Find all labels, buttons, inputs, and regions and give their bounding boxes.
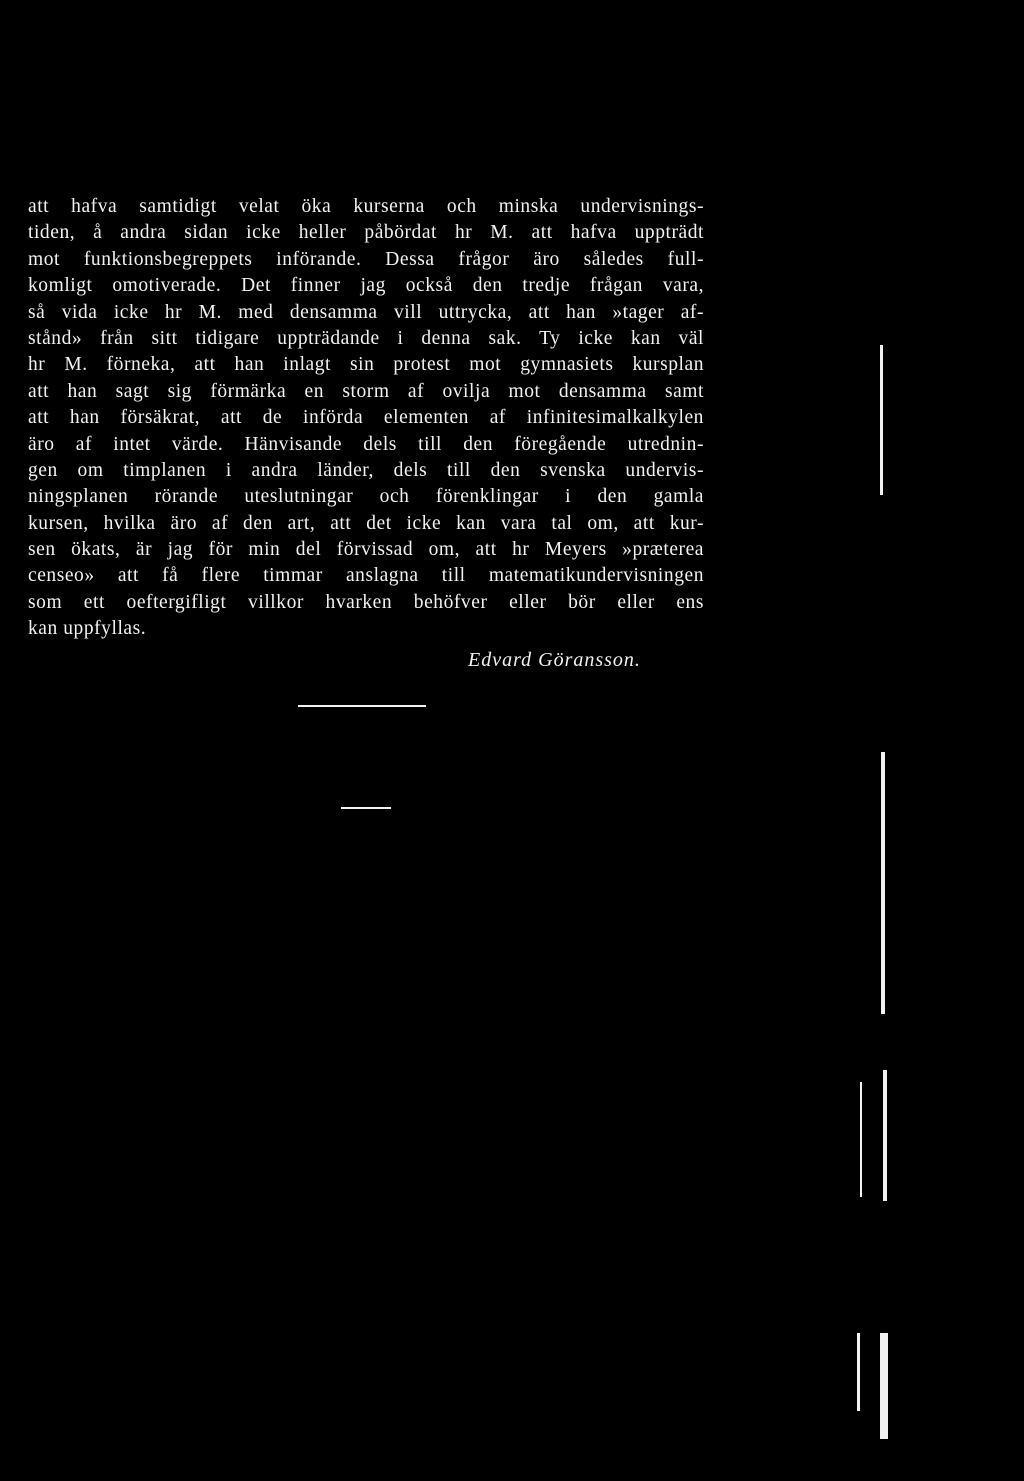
section-divider xyxy=(298,705,426,707)
text-line: äro af intet värde. Hänvisande dels till den föregående utrednin- xyxy=(28,433,704,455)
scan-margin-bar xyxy=(880,345,883,495)
body-text xyxy=(28,194,704,643)
text-line: ningsplanen rörande uteslutningar och förenklingar i den gamla xyxy=(28,486,704,508)
scan-margin-bar xyxy=(881,752,885,1014)
scan-margin-bar xyxy=(883,1070,887,1201)
text-line: att han sagt sig förmärka en storm af ovilja mot densamma samt xyxy=(28,380,704,402)
text-line: gen om timplanen i andra länder, dels till den svenska undervis- xyxy=(28,459,704,481)
text-line: att han försäkrat, att de införda elementen af infinitesimalkalkylen xyxy=(28,407,704,429)
text-line: stånd» från sitt tidigare uppträdande i denna sak. Ty icke kan väl xyxy=(28,327,704,349)
short-divider xyxy=(341,807,391,809)
text-line: kursen, hvilka äro af den art, att det icke kan vara tal om, att kur- xyxy=(28,512,704,534)
text-line: som ett oeftergifligt villkor hvarken behöfver eller bör eller ens xyxy=(28,591,704,613)
text-line: att hafva samtidigt velat öka kurserna och minska undervisnings- xyxy=(28,196,704,217)
scan-margin-bar xyxy=(857,1333,860,1411)
text-line-last: kan uppfyllas. xyxy=(28,618,147,640)
author-signature: Edvard Göransson. xyxy=(468,649,641,671)
scan-margin-bar xyxy=(880,1333,888,1439)
text-line: hr M. förneka, att han inlagt sin protest mot gymnasiets kursplan xyxy=(28,354,704,376)
text-line: censeo» att få flere timmar anslagna till matematikundervisningen xyxy=(28,565,704,587)
text-line: mot funktionsbegreppets införande. Dessa frågor äro således full- xyxy=(28,248,704,270)
text-line: komligt omotiverade. Det finner jag också den tredje frågan vara, xyxy=(28,275,704,297)
scan-margin-bar xyxy=(860,1082,862,1197)
text-line: så vida icke hr M. med densamma vill uttrycka, att han »tager af- xyxy=(28,301,704,323)
text-line: sen ökats, är jag för min del förvissad om, att hr Meyers »præterea xyxy=(28,539,704,561)
text-line: tiden, å andra sidan icke heller påbördat hr M. att hafva uppträdt xyxy=(28,222,704,244)
